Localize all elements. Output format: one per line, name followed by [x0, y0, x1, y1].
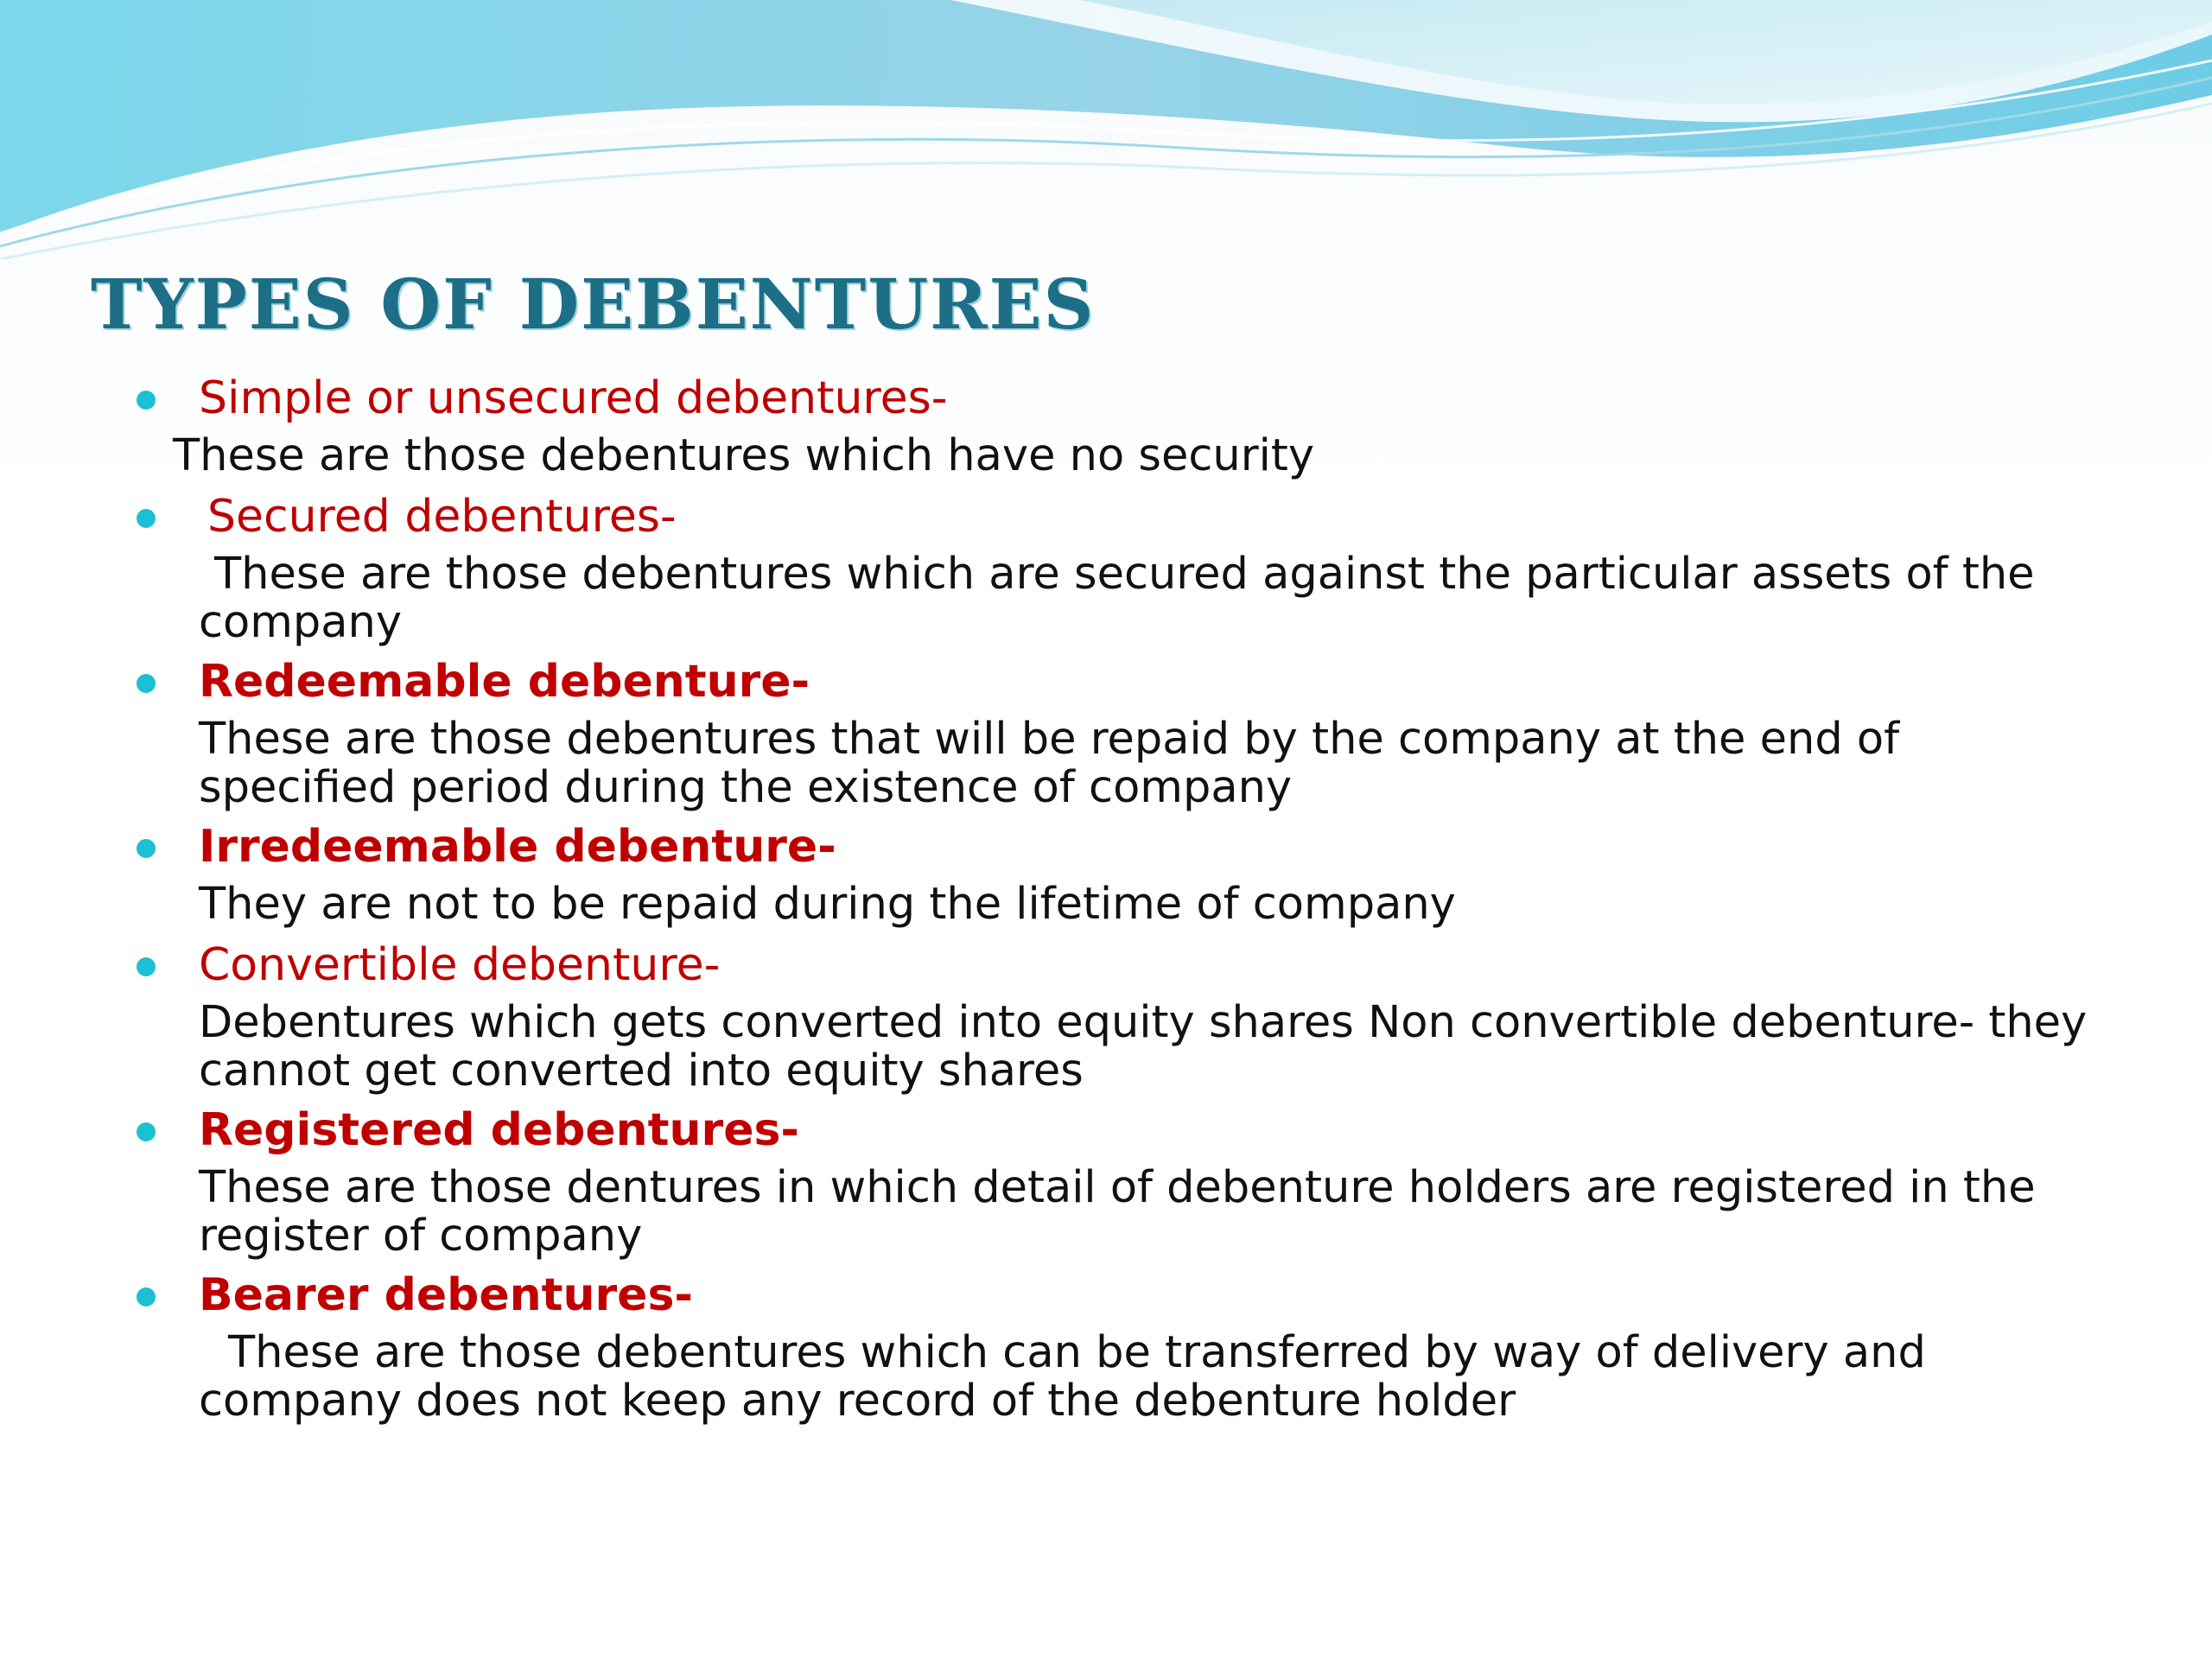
bullet-icon	[137, 1287, 156, 1306]
bullet-icon	[137, 674, 156, 693]
bullet-icon	[137, 957, 156, 976]
list-item-heading: Convertible debenture-	[199, 939, 721, 991]
bullet-icon	[137, 509, 156, 528]
list-item-heading: Irredeemable debenture-	[199, 821, 836, 873]
list-item-heading: Registered debentures-	[199, 1104, 799, 1156]
list-item-heading: Bearer debentures-	[199, 1269, 693, 1321]
list-item-description: These are those dentures in which detail of debenture holders are registered in the register of company	[199, 1162, 2036, 1262]
list-item-description: These are those debentures that will be repaid by the company at the end of specified period during the existence of company	[199, 714, 1900, 813]
bullet-icon	[137, 839, 156, 858]
list-item-description: Debentures which gets converted into equity shares Non convertible debenture- they cannot get converted into equity shares	[199, 997, 2088, 1096]
list-item-description: These are those debentures which are secured against the particular assets of the company	[199, 549, 2035, 648]
list-item-heading: Redeemable debenture-	[199, 656, 810, 708]
page-title: TYPES OF DEBENTURES	[91, 264, 1096, 345]
list-item-heading: Secured debentures-	[207, 491, 677, 543]
bullet-icon	[137, 1122, 156, 1141]
bullet-icon	[137, 391, 156, 410]
list-item-description: These are those debentures which can be transferred by way of delivery and company does not keep any record of the debenture holder	[199, 1327, 1926, 1427]
header-wave-decoration	[0, 0, 2212, 259]
list-item-description: These are those debentures which have no security	[173, 430, 1315, 481]
list-item-heading: Simple or unsecured debentures-	[199, 372, 948, 424]
list-item-description: They are not to be repaid during the lifetime of company	[199, 879, 1456, 930]
